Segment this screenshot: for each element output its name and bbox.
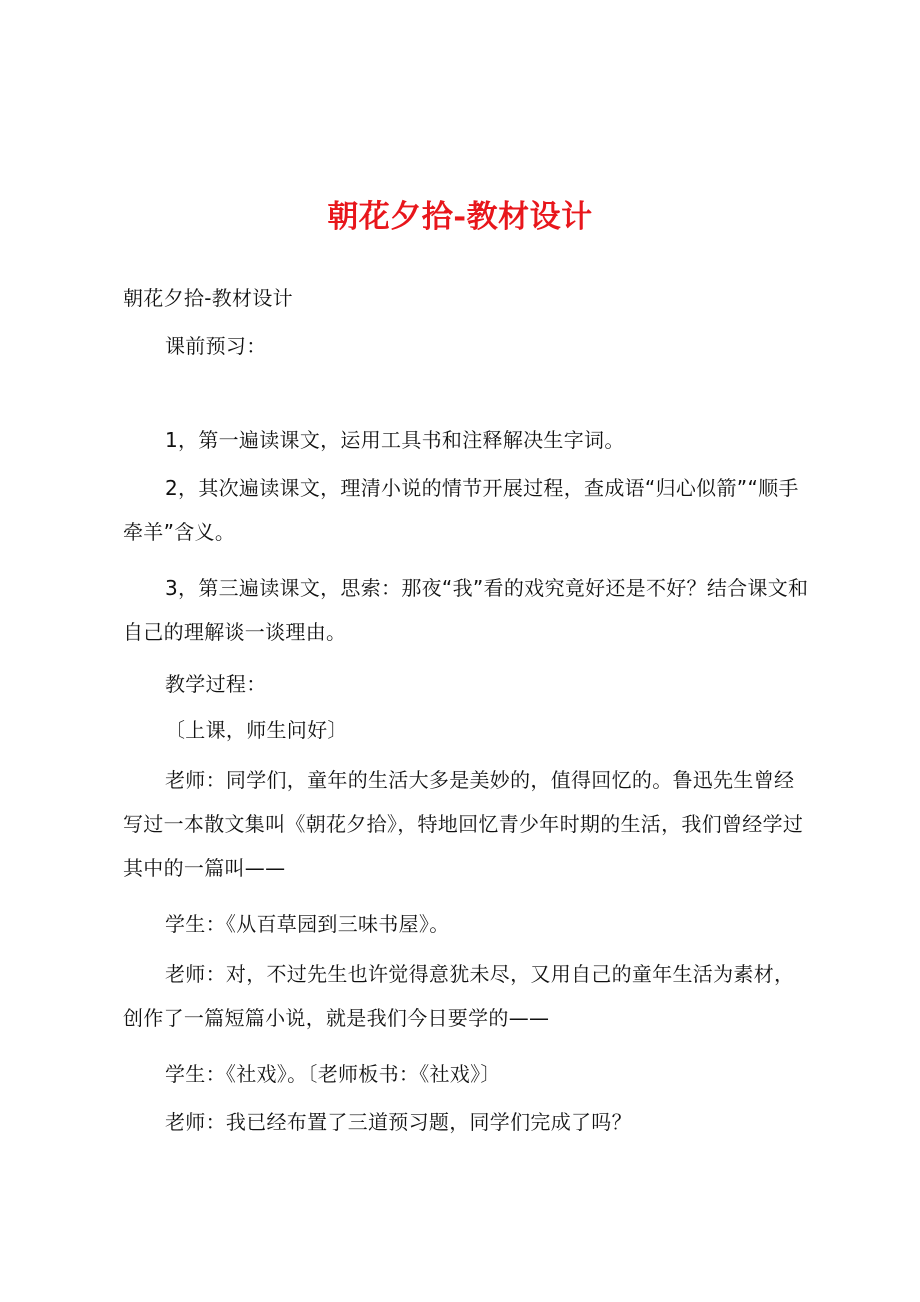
paragraph-teacher-2: 老师：对，不过先生也许觉得意犹未尽，又用自己的童年生活为素材，创作了一篇短篇小说，就是我们今日要学的——: [123, 962, 795, 1030]
paragraph-preview-3: 3，第三遍读课文，思索：那夜“我”看的戏究竟好还是不好？结合课文和自己的理解谈一谈理由。: [123, 576, 809, 644]
paragraph-greeting: 〔上课，师生问好〕: [165, 718, 348, 742]
paragraph-teacher-1: 老师：同学们，童年的生活大多是美妙的，值得回忆的。鲁迅先生曾经写过一本散文集叫《朝花夕拾》，特地回忆青少年时期的生活，我们曾经学过其中的一篇叫——: [123, 768, 804, 880]
paragraph-preview-heading: 课前预习：: [165, 334, 267, 358]
document-title: 朝花夕拾-教材设计: [327, 199, 593, 235]
paragraph-teaching-heading: 教学过程：: [165, 672, 267, 696]
document-subtitle: 朝花夕拾-教材设计: [123, 286, 293, 310]
paragraph-preview-1: 1，第一遍读课文，运用工具书和注释解决生字词。: [165, 428, 625, 452]
paragraph-preview-2: 2，其次遍读课文，理清小说的情节开展过程，查成语“归心似箭”“顺手牵羊”含义。: [123, 476, 799, 544]
paragraph-teacher-3: 老师：我已经布置了三道预习题，同学们完成了吗？: [165, 1110, 632, 1134]
paragraph-student-1: 学生：《从百草园到三味书屋》。: [165, 912, 450, 936]
paragraph-student-2: 学生：《社戏》。〔老师板书：《社戏》〕: [165, 1062, 501, 1086]
